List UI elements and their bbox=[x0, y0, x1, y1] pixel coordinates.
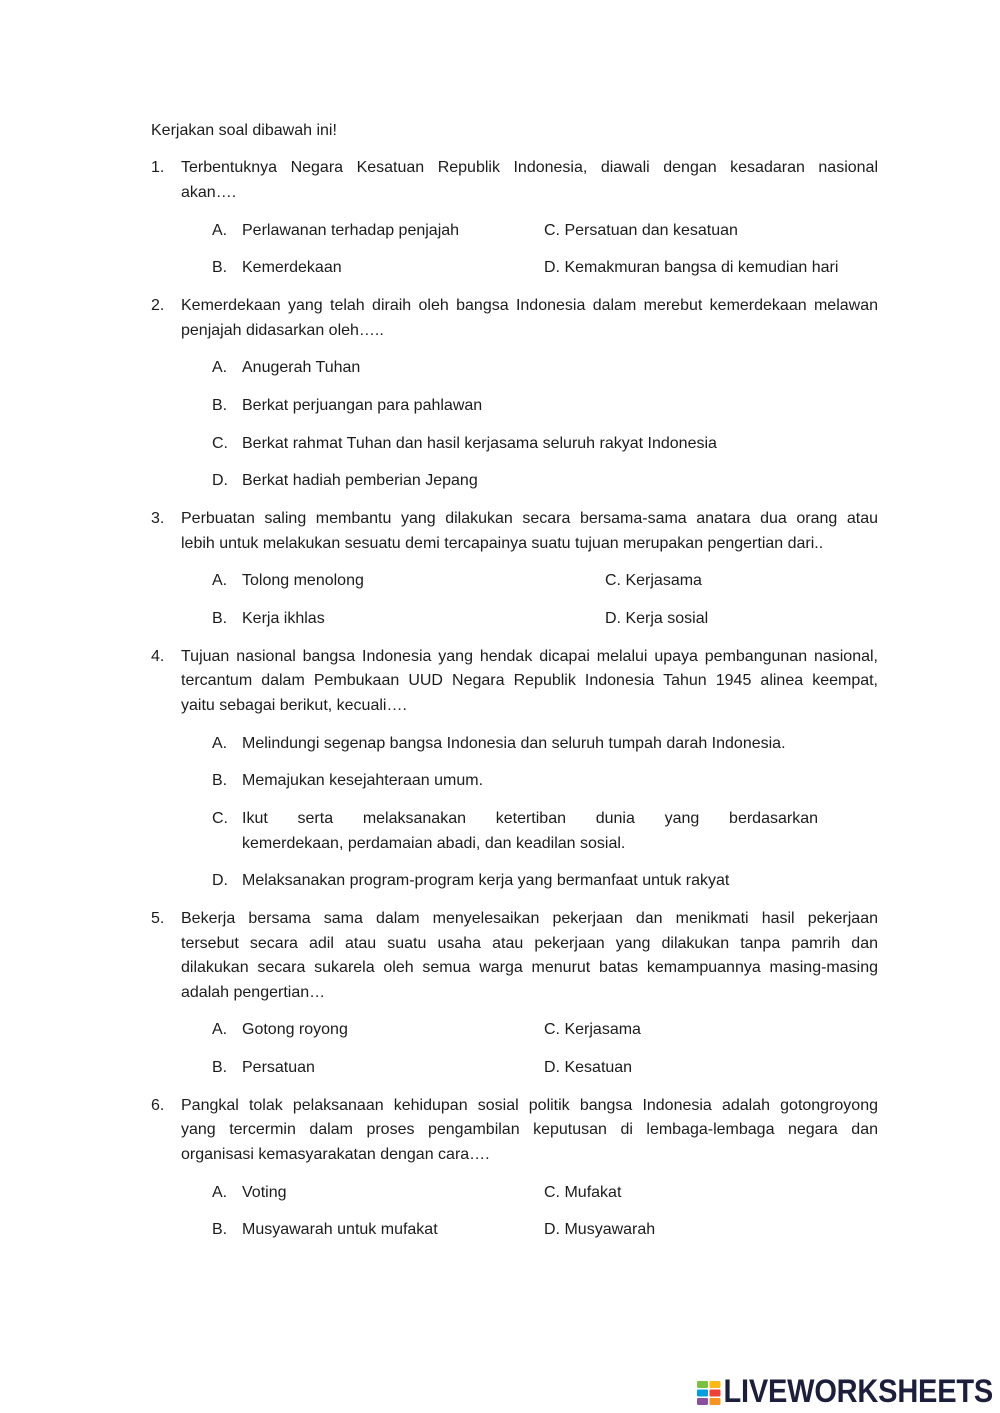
question-number: 5. bbox=[151, 909, 165, 927]
option-text: Voting bbox=[242, 1183, 287, 1201]
option-letter: D. bbox=[212, 872, 228, 890]
option-d bbox=[544, 1056, 632, 1081]
option-text: Anugerah Tuhan bbox=[242, 359, 361, 377]
option-text: Tolong menolong bbox=[242, 572, 364, 590]
option-text: Perlawanan terhadap penjajah bbox=[242, 221, 460, 239]
option-line: kemerdekaan, perdamaian abadi, dan keadilan sosial. bbox=[242, 834, 626, 852]
option-letter: C. bbox=[544, 1021, 560, 1039]
option-letter: D. bbox=[605, 610, 621, 628]
option-text: Kerja ikhlas bbox=[242, 610, 325, 628]
option-b bbox=[0, 394, 1000, 419]
logo-tile bbox=[697, 1398, 708, 1405]
option-text: Kesatuan bbox=[564, 1059, 633, 1077]
logo-tile bbox=[697, 1381, 708, 1388]
option-text: Berkat rahmat Tuhan dan hasil kerjasama seluruh rakyat Indonesia bbox=[242, 434, 717, 452]
option-text: Persatuan bbox=[242, 1059, 315, 1077]
question-line: yang tercermin dalam proses pengambilan keputusan di lembaga-lembaga negara dan bbox=[181, 1121, 878, 1139]
liveworksheets-logo-icon bbox=[697, 1381, 721, 1405]
option-letter: B. bbox=[212, 259, 228, 277]
option-row bbox=[0, 569, 1000, 594]
option-row bbox=[0, 219, 1000, 244]
option-c bbox=[544, 219, 738, 244]
option-b bbox=[0, 769, 1000, 794]
question-5 bbox=[0, 907, 1000, 1005]
option-text: Kerja sosial bbox=[625, 610, 709, 628]
option-d bbox=[605, 607, 708, 632]
option-a bbox=[0, 732, 1000, 757]
option-text: Mufakat bbox=[564, 1183, 622, 1201]
option-letter: C. bbox=[544, 221, 560, 239]
question-number: 4. bbox=[151, 647, 165, 665]
question-line: penjajah didasarkan oleh….. bbox=[181, 321, 384, 339]
question-text bbox=[181, 1094, 878, 1168]
option-letter: A. bbox=[212, 1183, 228, 1201]
option-text: Berkat perjuangan para pahlawan bbox=[242, 397, 483, 414]
option-d bbox=[544, 256, 838, 281]
option-letter: B. bbox=[212, 772, 228, 790]
option-row bbox=[0, 1181, 1000, 1206]
option-a bbox=[0, 356, 1000, 381]
question-number: 6. bbox=[151, 1096, 165, 1114]
question-line: tercantum dalam Pembukaan UUD Negara Republik Indonesia Tahun 1945 alinea keempat, bbox=[181, 672, 878, 690]
option-row bbox=[0, 607, 1000, 632]
option-text: Memajukan kesejahteraan umum. bbox=[242, 772, 484, 790]
option-text: Melaksanakan program-program kerja yang bermanfaat untuk rakyat bbox=[242, 872, 730, 890]
question-line: Bekerja bersama sama dalam menyelesaikan pekerjaan dan menikmati hasil pekerjaan bbox=[181, 909, 878, 927]
question-1 bbox=[0, 156, 1000, 205]
worksheet-content bbox=[0, 119, 1000, 1256]
option-d bbox=[0, 469, 1000, 494]
option-row bbox=[0, 1218, 1000, 1243]
option-line: Ikut serta melaksanakan ketertiban dunia yang berdasarkan bbox=[242, 809, 818, 827]
option-letter: D. bbox=[212, 472, 228, 490]
question-3 bbox=[0, 507, 1000, 556]
question-line: Perbuatan saling membantu yang dilakukan secara bersama-sama anatara dua orang atau bbox=[181, 510, 878, 528]
option-text: Musyawarah bbox=[564, 1221, 656, 1239]
question-line: tersebut secara adil atau suatu usaha atau pekerjaan yang dilakukan tanpa pamrih dan bbox=[181, 934, 878, 952]
option-letter: C. bbox=[605, 572, 621, 590]
option-c bbox=[605, 569, 702, 594]
option-letter: B. bbox=[212, 1221, 228, 1239]
option-letter: A. bbox=[212, 734, 228, 752]
logo-tile bbox=[697, 1390, 708, 1397]
option-letter: A. bbox=[212, 221, 228, 239]
question-4 bbox=[0, 645, 1000, 719]
question-line: akan…. bbox=[181, 183, 237, 201]
option-text: Kemerdekaan bbox=[242, 259, 342, 277]
option-row bbox=[0, 256, 1000, 281]
option-text: Melindungi segenap bangsa Indonesia dan seluruh tumpah darah Indonesia. bbox=[242, 734, 786, 752]
option-letter: C. bbox=[212, 809, 228, 827]
option-letter: B. bbox=[212, 397, 228, 414]
option-text: Musyawarah untuk mufakat bbox=[242, 1221, 438, 1239]
option-letter: C. bbox=[212, 434, 228, 452]
question-line: Terbentuknya Negara Kesatuan Republik Indonesia, diawali dengan kesadaran nasional bbox=[181, 159, 878, 177]
option-letter: D. bbox=[544, 259, 560, 277]
logo-tile bbox=[710, 1381, 721, 1388]
option-d bbox=[544, 1218, 655, 1243]
option-letter: C. bbox=[544, 1183, 560, 1201]
option-d bbox=[0, 869, 1000, 894]
option-text bbox=[242, 807, 818, 856]
question-line: lebih untuk melakukan sesuatu demi tercapainya suatu tujuan merupakan pengertian dari.. bbox=[181, 534, 824, 552]
question-line: yaitu sebagai berikut, kecuali…. bbox=[181, 696, 407, 714]
option-letter: D. bbox=[544, 1059, 560, 1077]
logo-text: LIVEWORKSHEETS bbox=[723, 1374, 993, 1410]
option-c bbox=[544, 1018, 641, 1043]
option-c bbox=[544, 1181, 621, 1206]
question-number: 3. bbox=[151, 510, 165, 528]
option-letter: B. bbox=[212, 1059, 228, 1077]
option-row bbox=[0, 1056, 1000, 1081]
option-c bbox=[0, 432, 1000, 457]
option-letter: A. bbox=[212, 359, 228, 377]
logo-tile bbox=[710, 1390, 721, 1397]
question-2 bbox=[0, 294, 1000, 343]
question-text bbox=[181, 156, 878, 205]
option-letter: D. bbox=[544, 1221, 560, 1239]
option-text: Gotong royong bbox=[242, 1021, 348, 1039]
question-line: adalah pengertian… bbox=[181, 983, 326, 1001]
question-line: dilakukan secara sukarela oleh semua warga menurut batas kemampuannya masing-masing bbox=[181, 959, 878, 977]
option-row bbox=[0, 1018, 1000, 1043]
question-line: Pangkal tolak pelaksanaan kehidupan sosial politik bangsa Indonesia adalah gotongroyong bbox=[181, 1096, 878, 1114]
option-letter: B. bbox=[212, 610, 228, 628]
question-text bbox=[181, 645, 878, 719]
option-text: Kemakmuran bangsa di kemudian hari bbox=[564, 259, 839, 277]
option-letter: A. bbox=[212, 1021, 228, 1039]
option-text: Kerjasama bbox=[564, 1021, 641, 1039]
question-line: Tujuan nasional bangsa Indonesia yang hendak dicapai melalui upaya pembangunan nasional, bbox=[181, 647, 878, 665]
question-text bbox=[181, 507, 878, 556]
question-line: Kemerdekaan yang telah diraih oleh bangsa Indonesia dalam merebut kemerdekaan melawan bbox=[181, 297, 878, 315]
option-text: Berkat hadiah pemberian Jepang bbox=[242, 472, 478, 490]
question-number: 2. bbox=[151, 297, 165, 315]
option-c bbox=[0, 807, 1000, 856]
option-text: Kerjasama bbox=[625, 572, 702, 590]
instruction: Kerjakan soal dibawah ini! bbox=[151, 121, 337, 139]
question-number: 1. bbox=[151, 159, 165, 177]
question-text bbox=[181, 907, 878, 1005]
logo-tile bbox=[710, 1398, 721, 1405]
option-letter: A. bbox=[212, 572, 228, 590]
question-line: organisasi kemasyarakatan dengan cara…. bbox=[181, 1145, 490, 1163]
question-6 bbox=[0, 1094, 1000, 1168]
question-text bbox=[181, 294, 878, 343]
option-text: Persatuan dan kesatuan bbox=[564, 221, 738, 239]
